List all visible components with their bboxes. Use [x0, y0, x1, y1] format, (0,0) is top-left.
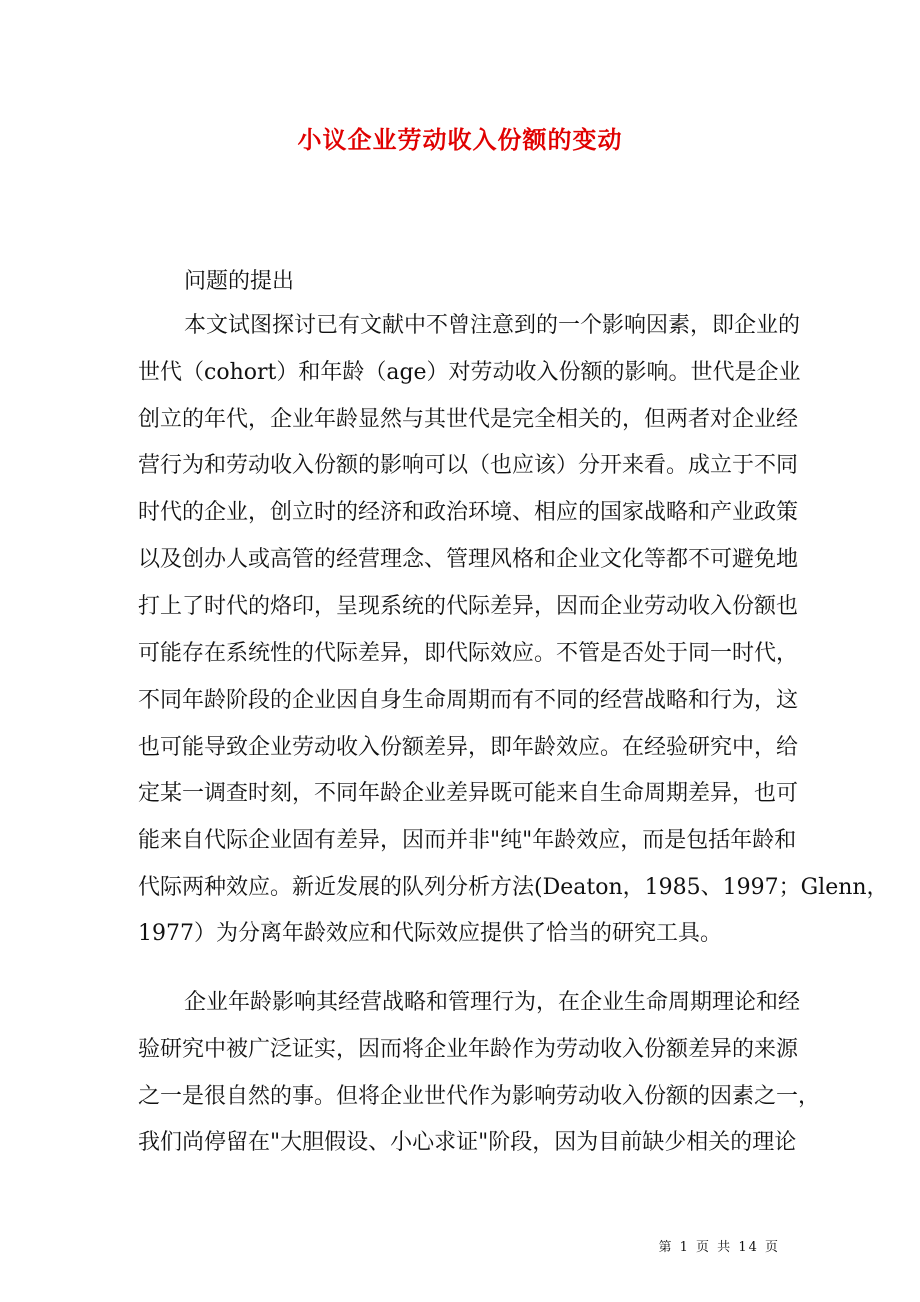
paragraph-line: 营行为和劳动收入份额的影响可以（也应该）分开来看。成立于不同	[138, 453, 799, 478]
paragraph-line: 创立的年代，企业年龄显然与其世代是完全相关的，但两者对企业经	[138, 407, 799, 432]
paragraph-line: 本文试图探讨已有文献中不曾注意到的一个影响因素，即企业的	[184, 313, 801, 338]
paragraph-line: 能来自代际企业固有差异，因而并非"纯"年龄效应，而是包括年龄和	[138, 828, 797, 853]
paragraph-line: 不同年龄阶段的企业因自身生命周期而有不同的经营战略和行为，这	[138, 688, 799, 713]
paragraph-line: 也可能导致企业劳动收入份额差异，即年龄效应。在经验研究中，给	[138, 735, 799, 760]
paragraph-line: 打上了时代的烙印，呈现系统的代际差异，因而企业劳动收入份额也	[138, 594, 799, 619]
paragraph-line: 时代的企业，创立时的经济和政治环境、相应的国家战略和产业政策	[138, 500, 799, 525]
paragraph-line: 代际两种效应。新近发展的队列分析方法(Deaton，1985、1997；Glenn，	[138, 875, 889, 900]
paragraph-line: 我们尚停留在"大胆假设、小心求证"阶段，因为目前缺少相关的理论	[138, 1130, 797, 1155]
page-footer: 第 1 页 共 14 页	[658, 1240, 780, 1255]
paragraph-line: 之一是很自然的事。但将企业世代作为影响劳动收入份额的因素之一，	[138, 1084, 821, 1109]
paragraph-line: 可能存在系统性的代际差异，即代际效应。不管是否处于同一时代，	[138, 641, 799, 666]
paragraph-line: 世代（cohort）和年龄（age）对劳动收入份额的影响。世代是企业	[138, 360, 801, 385]
paragraph-line: 1977）为分离年龄效应和代际效应提供了恰当的研究工具。	[138, 921, 722, 946]
paragraph-line: 定某一调查时刻，不同年龄企业差异既可能来自生命周期差异，也可	[138, 781, 799, 806]
paragraph-line: 企业年龄影响其经营战略和管理行为，在企业生命周期理论和经	[184, 990, 801, 1015]
document-title: 小议企业劳动收入份额的变动	[297, 125, 623, 154]
paragraph-line: 验研究中被广泛证实，因而将企业年龄作为劳动收入份额差异的来源	[138, 1037, 799, 1062]
paragraph-line: 以及创办人或高管的经营理念、管理风格和企业文化等都不可避免地	[138, 547, 799, 572]
section-heading: 问题的提出	[184, 269, 295, 294]
